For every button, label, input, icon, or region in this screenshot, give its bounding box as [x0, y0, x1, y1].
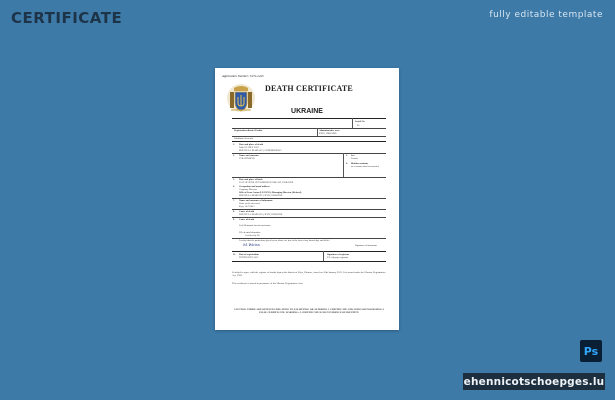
page-title: CERTIFICATE [11, 9, 123, 27]
field-3-number: 3. [346, 154, 348, 157]
serial-value: 05 [357, 124, 360, 127]
field-5-label: Date and place of birth [239, 178, 263, 181]
registrar-label: Signature of registrar [327, 253, 350, 256]
field-7-line-2: Kyiv, 10/7/2012 [239, 205, 255, 208]
field-2-value: VOLODYMYR [239, 157, 255, 160]
certificate-country: UKRAINE [291, 108, 323, 115]
field-6-line-2: Wife of Sean Conor (LEANNA) Managing Director (Retired) [239, 191, 302, 194]
field-6-line-1: Company Director [239, 188, 257, 191]
field-6-label: Occupation and usual address [239, 185, 270, 188]
registrar-value: Y.S. (deputy registrar) [327, 256, 349, 259]
field-6-number: 6. [233, 185, 235, 188]
field-9-line-1: I (a) Metastatic breast carcinoma [239, 224, 271, 227]
field-11-label: Date of registration [239, 253, 259, 256]
field-7-label: Name and surname of informant [239, 199, 273, 202]
field-8-label: Cause of death [239, 210, 255, 213]
field-3-label: Sex [351, 154, 355, 157]
field-4-label: Maiden surname [351, 162, 369, 165]
field-1-line-1: Fifth OF JULY 2012 [239, 146, 259, 149]
field-8-line-1: RUE DE LA MAIDAN 3, KYIV, UKRAINE [239, 213, 283, 216]
certification-paragraph: Certified to agree with the register of deaths kept at the district of Kyiv, Ukraine, issued on 10th January 2012. It is issued under the Ukraine Registration Act, 1959. [232, 271, 386, 278]
issuance-paragraph: This certificate is issued in pursuance of the Ukraine Registration Acts. [232, 282, 304, 285]
administrative-area-value: KYIV, UKRAINE [319, 132, 337, 135]
field-8-number: 8. [233, 210, 235, 213]
watermark: ehennicotschoepges.lu [463, 373, 605, 390]
field-9-label: Cause of death [239, 218, 255, 221]
tagline: fully editable template [489, 10, 603, 20]
field-6-line-3: RUE DE LA MAIDAN 3, KYIV, UKRAINE [239, 194, 283, 197]
subdistrict: Subdistrict Luxemb [234, 137, 253, 140]
field-4-value: of a woman who has married [351, 165, 379, 168]
certificate-document [215, 68, 399, 330]
signature: M.Weiss [243, 242, 260, 247]
field-4-number: 4. [346, 162, 348, 165]
administrative-area-label: Administrative area [319, 129, 340, 132]
field-1-line-2: RUE DE LA MAIDAN 3, LUXEMBOURG [239, 149, 282, 152]
serial-label: Serial No. [355, 120, 366, 123]
informant-label: Signature of informant [355, 244, 377, 247]
caution-paragraph: CAUTION: THERE ARE OFFENCES RELATING TO FALSIFYING OR ALTERING A CERTIFICATE AND USING OR POSSESSING A FALSE CERTIFICATE. WARNING: A CERTIFICATE IS NOT EVIDENCE OF IDENTITY. [233, 308, 385, 315]
field-3-value: Female [351, 157, 359, 160]
field-1-label: Date and place of death [239, 143, 264, 146]
photoshop-icon: Ps [580, 340, 602, 362]
field-9-line-3: Certified by Dr. [245, 234, 261, 237]
field-1-number: 1. [233, 143, 235, 146]
field-9-number: 9. [233, 218, 235, 221]
certify-statement: I certify that the particulars given by me above are true to the best of my knowledge and belief [239, 239, 330, 242]
field-5-value: 21ST OF JUNE 1972 KHERSON OBLAST, UKRAINE [239, 181, 294, 184]
field-7-number: 7. [233, 199, 235, 202]
field-11-number: 11. [233, 253, 236, 256]
certificate-title: DEATH CERTIFICATE [265, 84, 353, 93]
field-11-value: TENTH JULY 2012 [239, 256, 259, 259]
field-7-line-1: Sister of the deceased [239, 202, 260, 205]
field-9-line-2: II Left atrial thrombus [239, 231, 261, 234]
field-5-number: 5. [233, 178, 235, 181]
application-number: Application Number: 3472-2445 [222, 74, 264, 78]
field-2-number: 2. [233, 154, 235, 157]
registration-district: Registration district Partha [234, 129, 263, 132]
field-2-label: Name and surname [239, 154, 259, 157]
